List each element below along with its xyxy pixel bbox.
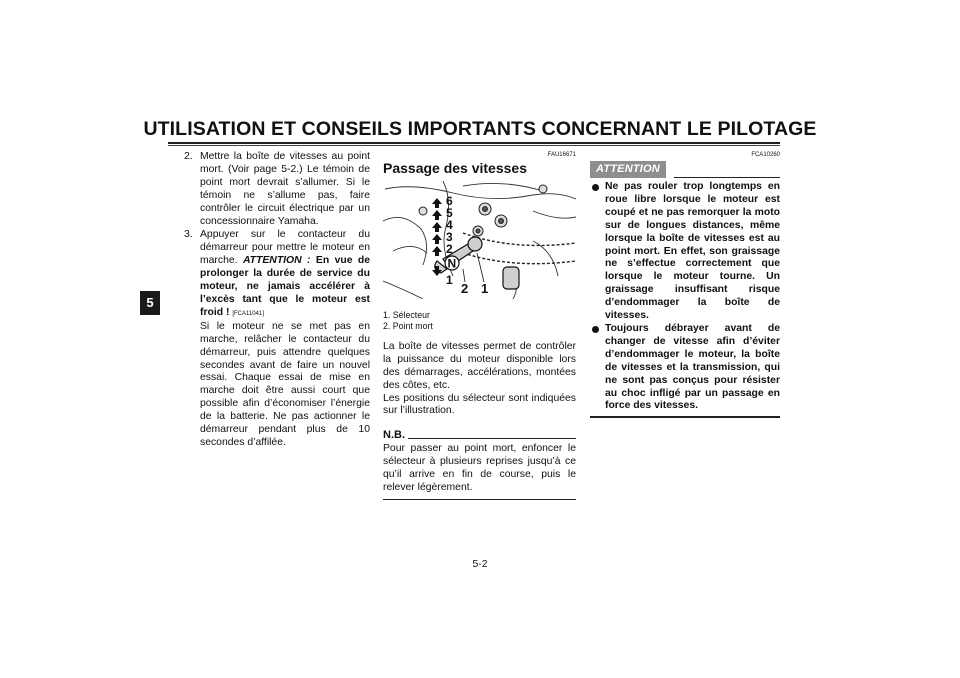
gear-label-4: 4 (446, 218, 453, 232)
nb-header (383, 429, 576, 441)
column-3 (590, 151, 780, 418)
nb-label: N.B. (383, 429, 405, 442)
column-1 (184, 151, 370, 451)
page-number: 5-2 (472, 559, 488, 570)
step-text: Appuyer sur le contacteur du démarreur pour mettre le moteur en marche. (200, 229, 370, 267)
gear-label-neutral: N (447, 256, 457, 271)
gear-label-2: 2 (446, 242, 453, 256)
gear-label-1: 1 (446, 273, 453, 287)
attention-bullet (590, 323, 780, 413)
reference-code: FAU16671 (547, 152, 576, 158)
step-number: 2. (184, 151, 193, 162)
callout-2: 2 (461, 281, 469, 296)
step-3 (184, 229, 370, 449)
gear-label-3: 3 (446, 230, 453, 244)
step-number: 3. (184, 229, 193, 241)
header-rule (168, 142, 780, 144)
figure-caption-1: 1. Sélecteur (383, 309, 430, 320)
gear-label-6: 6 (446, 194, 453, 208)
attention-code: [FCA11041] (232, 310, 264, 317)
column-2 (383, 151, 576, 500)
body-paragraph-2: Les positions du sélecteur sont indiquées sur l’illustration. (383, 392, 576, 417)
chapter-tab: 5 (140, 291, 160, 315)
attention-inline-label: ATTENTION : (242, 255, 311, 267)
bullet-dot-icon (592, 184, 599, 191)
attention-list (590, 181, 780, 413)
step-text: Mettre la boîte de vitesses au point mort. (Voir page 5-2.) Le témoin de point mort devrait s’allumer. Si le témoin ne s’allume pas, faire contrôler le circuit électrique par un concessionnaire Yamaha. (200, 151, 370, 227)
nb-rule (408, 438, 576, 439)
attention-bullet (590, 181, 780, 323)
step-2 (184, 151, 370, 228)
section-title: Passage des vitesses (383, 160, 527, 176)
attention-header (590, 161, 780, 178)
gear-label-5: 5 (446, 206, 453, 220)
nb-end-rule (383, 499, 576, 500)
attention-bullet-text: Ne pas rouler trop longtemps en roue libre lorsque le moteur est coupé et ne pas remorquer la moto sur de longues distances, même lorsque la boîte de vitesses est au point mort. En effet, son graissage ne s’effectue correctement que lorsque le moteur tourne. Un graissage insuffisant risque d’endommager la boîte de vitesses. (605, 181, 780, 322)
header-rule-thin (168, 145, 780, 146)
attention-bullet-text: Toujours débrayer avant de changer de vitesse afin d’éviter d’endommager le moteur, la boîte de vitesses et la transmission, qui ne sont pas conçus pour résister au choc infligé par un passage en force des vitesses. (605, 322, 780, 412)
reference-code: FCA10260 (751, 152, 780, 158)
gear-shift-illustration (383, 181, 576, 299)
attention-end-rule (590, 416, 780, 418)
page-header-title: UTILISATION ET CONSEILS IMPORTANTS CONCERNANT LE PILOTAGE (143, 118, 817, 140)
body-paragraph: La boîte de vitesses permet de contrôler la puissance du moteur disponible lors des démarrages, accélérations, montées des côtes, etc. (383, 340, 576, 391)
figure-caption-2: 2. Point mort (383, 321, 433, 332)
step-text-continued: Si le moteur ne se met pas en marche, relâcher le contacteur du démarreur, puis attendre quelques secondes avant de faire un nouvel essai. Chaque essai de mise en marche doit être aussi court que possible afin d’économiser l’énergie de la batterie. Ne pas actionner le démarreur pendant plus de 10 secondes d’affilée. (200, 320, 370, 448)
bullet-dot-icon (592, 326, 599, 333)
callout-1: 1 (481, 281, 489, 296)
attention-inline-text: En vue de prolonger la durée de service du moteur, ne jamais accélérer à l’excès tant que le moteur est froid ! (200, 255, 371, 318)
attention-badge: ATTENTION (590, 161, 666, 178)
attention-rule (674, 177, 780, 178)
nb-text: Pour passer au point mort, enfoncer le sélecteur à plusieurs reprises jusqu’à ce qu’il arrive en fin de course, puis le relever légèrement. (383, 443, 576, 494)
